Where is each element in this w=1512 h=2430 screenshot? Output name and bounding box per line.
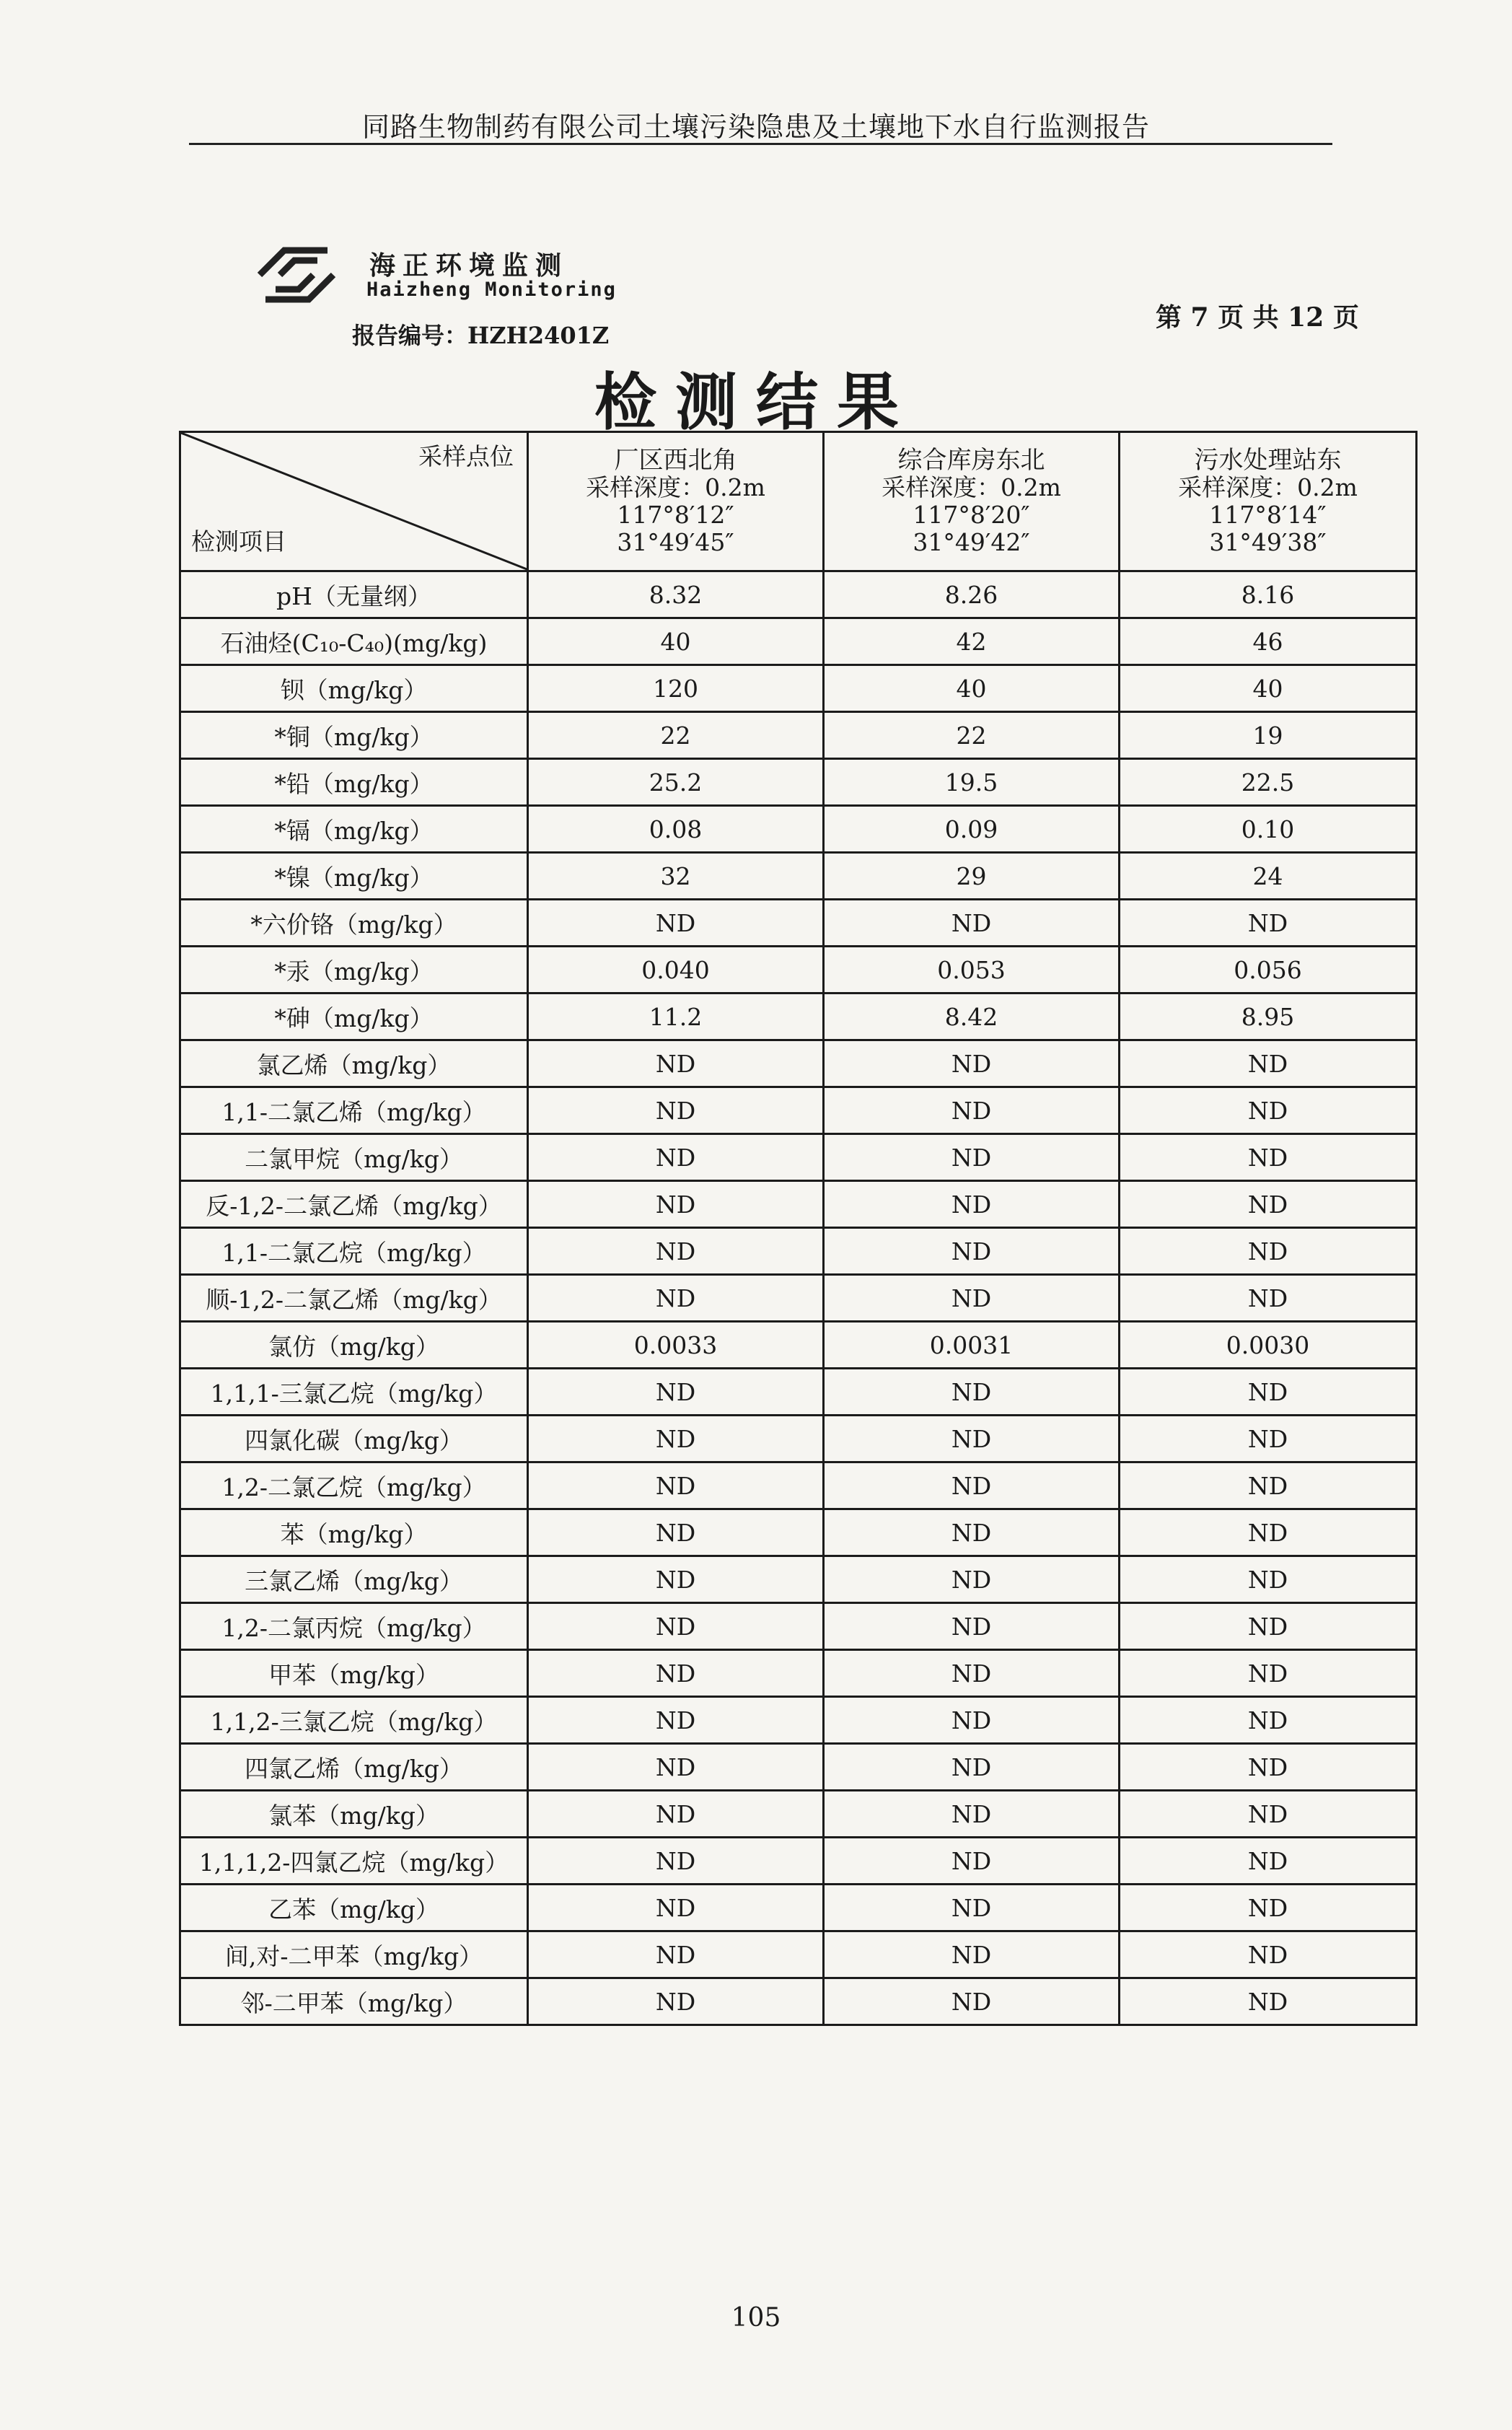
result-value-cell: ND: [1120, 1134, 1417, 1181]
table-row: [180, 1040, 1417, 1087]
haizheng-logo-icon: [252, 238, 340, 312]
table-row: [180, 1087, 1417, 1134]
result-value-cell: ND: [1120, 1697, 1417, 1744]
result-value-cell: 40: [824, 665, 1120, 712]
result-value-cell: 0.10: [1120, 806, 1417, 853]
result-value-cell: ND: [1120, 1509, 1417, 1556]
table-row: [180, 1556, 1417, 1603]
corner-label-sampling-site: 采样点位: [418, 442, 514, 470]
result-value-cell: ND: [528, 1369, 824, 1416]
result-value-cell: 8.26: [824, 571, 1120, 618]
result-value-cell: ND: [528, 1275, 824, 1322]
result-value-cell: 0.0033: [528, 1322, 824, 1369]
result-value-cell: ND: [528, 1228, 824, 1275]
site-header-cell: [824, 432, 1120, 571]
result-value-cell: ND: [1120, 1885, 1417, 1931]
result-value-cell: 11.2: [528, 994, 824, 1040]
table-row: [180, 806, 1417, 853]
result-value-cell: ND: [1120, 1650, 1417, 1697]
site-name: 综合库房东北: [897, 446, 1045, 475]
result-value-cell: ND: [1120, 1416, 1417, 1462]
test-item-cell: *砷（mg/kg）: [180, 994, 528, 1040]
corner-header-cell: [180, 432, 528, 571]
test-item-cell: 1,1-二氯乙烯（mg/kg）: [180, 1087, 528, 1134]
table-row: [180, 1228, 1417, 1275]
table-row: [180, 1744, 1417, 1791]
page-title: 检测结果: [594, 366, 918, 439]
table-row: [180, 571, 1417, 618]
result-value-cell: 22.5: [1120, 759, 1417, 806]
header-rule: [189, 143, 1332, 145]
result-value-cell: ND: [1120, 1603, 1417, 1650]
test-item-cell: 邻-二甲苯（mg/kg）: [180, 1978, 528, 2025]
result-value-cell: 40: [528, 618, 824, 665]
page-info: 第 7 页 共 12 页: [1156, 302, 1359, 333]
result-value-cell: ND: [1120, 900, 1417, 947]
test-item-cell: 反-1,2-二氯乙烯（mg/kg）: [180, 1181, 528, 1228]
table-header-row: [180, 432, 1417, 571]
table-row: [180, 853, 1417, 900]
result-value-cell: 32: [528, 853, 824, 900]
test-item-cell: pH（无量纲）: [180, 571, 528, 618]
test-item-cell: 氯苯（mg/kg）: [180, 1791, 528, 1838]
table-row: [180, 1134, 1417, 1181]
site-latitude: 31°49′42″: [913, 528, 1030, 556]
test-item-cell: 四氯乙烯（mg/kg）: [180, 1744, 528, 1791]
corner-label-test-item: 检测项目: [191, 527, 286, 556]
test-item-cell: 甲苯（mg/kg）: [180, 1650, 528, 1697]
result-value-cell: ND: [1120, 1556, 1417, 1603]
result-value-cell: ND: [824, 1650, 1120, 1697]
result-value-cell: ND: [824, 1556, 1120, 1603]
result-value-cell: 24: [1120, 853, 1417, 900]
result-value-cell: ND: [824, 1228, 1120, 1275]
site-longitude: 117°8′12″: [617, 501, 734, 529]
table-row: [180, 1650, 1417, 1697]
result-value-cell: ND: [528, 1838, 824, 1885]
table-row: [180, 1416, 1417, 1462]
test-item-cell: 乙苯（mg/kg）: [180, 1885, 528, 1931]
result-value-cell: ND: [528, 1134, 824, 1181]
result-value-cell: ND: [528, 1556, 824, 1603]
result-value-cell: 8.32: [528, 571, 824, 618]
site-header-cell: [528, 432, 824, 571]
result-value-cell: ND: [1120, 1838, 1417, 1885]
test-item-cell: *六价铬（mg/kg）: [180, 900, 528, 947]
test-item-cell: 1,2-二氯乙烷（mg/kg）: [180, 1462, 528, 1509]
result-value-cell: ND: [528, 1931, 824, 1978]
site-longitude: 117°8′14″: [1209, 501, 1327, 529]
site-header-cell: [1120, 432, 1417, 571]
test-item-cell: 氯乙烯（mg/kg）: [180, 1040, 528, 1087]
site-longitude: 117°8′20″: [913, 501, 1030, 529]
site-depth: 采样深度：0.2m: [882, 473, 1061, 501]
result-value-cell: 0.09: [824, 806, 1120, 853]
table-row: [180, 1509, 1417, 1556]
result-value-cell: ND: [528, 1650, 824, 1697]
test-item-cell: *镉（mg/kg）: [180, 806, 528, 853]
result-value-cell: ND: [1120, 1978, 1417, 2025]
site-latitude: 31°49′45″: [617, 528, 734, 556]
result-value-cell: ND: [1120, 1087, 1417, 1134]
result-value-cell: ND: [824, 1885, 1120, 1931]
result-value-cell: ND: [1120, 1275, 1417, 1322]
result-value-cell: ND: [528, 1462, 824, 1509]
result-value-cell: ND: [824, 1462, 1120, 1509]
test-item-cell: 1,1,1-三氯乙烷（mg/kg）: [180, 1369, 528, 1416]
result-value-cell: 42: [824, 618, 1120, 665]
test-item-cell: *铅（mg/kg）: [180, 759, 528, 806]
result-value-cell: ND: [528, 1087, 824, 1134]
table-row: [180, 759, 1417, 806]
results-table: [179, 431, 1418, 2026]
table-row: [180, 1885, 1417, 1931]
result-value-cell: ND: [1120, 1744, 1417, 1791]
table-row: [180, 665, 1417, 712]
result-value-cell: ND: [528, 1697, 824, 1744]
test-item-cell: 顺-1,2-二氯乙烯（mg/kg）: [180, 1275, 528, 1322]
result-value-cell: ND: [824, 1275, 1120, 1322]
result-value-cell: ND: [1120, 1181, 1417, 1228]
table-row: [180, 1978, 1417, 2025]
table-row: [180, 1791, 1417, 1838]
site-depth: 采样深度：0.2m: [586, 473, 765, 501]
site-depth: 采样深度：0.2m: [1178, 473, 1358, 501]
test-item-cell: 石油烃(C₁₀-C₄₀)(mg/kg): [180, 618, 528, 665]
table-row: [180, 947, 1417, 994]
result-value-cell: ND: [528, 1603, 824, 1650]
test-item-cell: 氯仿（mg/kg）: [180, 1322, 528, 1369]
test-item-cell: 间,对-二甲苯（mg/kg）: [180, 1931, 528, 1978]
result-value-cell: 0.0031: [824, 1322, 1120, 1369]
result-value-cell: 0.056: [1120, 947, 1417, 994]
result-value-cell: 0.053: [824, 947, 1120, 994]
result-value-cell: 120: [528, 665, 824, 712]
test-item-cell: 1,2-二氯丙烷（mg/kg）: [180, 1603, 528, 1650]
test-item-cell: 1,1,2-三氯乙烷（mg/kg）: [180, 1697, 528, 1744]
result-value-cell: ND: [824, 1697, 1120, 1744]
result-value-cell: ND: [824, 1181, 1120, 1228]
result-value-cell: 0.08: [528, 806, 824, 853]
result-value-cell: ND: [824, 1416, 1120, 1462]
test-item-cell: *镍（mg/kg）: [180, 853, 528, 900]
result-value-cell: ND: [1120, 1931, 1417, 1978]
table-row: [180, 1838, 1417, 1885]
result-value-cell: ND: [824, 900, 1120, 947]
result-value-cell: ND: [528, 900, 824, 947]
result-value-cell: ND: [824, 1369, 1120, 1416]
result-value-cell: ND: [824, 1838, 1120, 1885]
result-value-cell: ND: [824, 1931, 1120, 1978]
result-value-cell: ND: [824, 1509, 1120, 1556]
test-item-cell: *铜（mg/kg）: [180, 712, 528, 759]
site-name: 厂区西北角: [614, 446, 737, 475]
result-value-cell: ND: [824, 1603, 1120, 1650]
test-item-cell: 苯（mg/kg）: [180, 1509, 528, 1556]
table-row: [180, 994, 1417, 1040]
result-value-cell: ND: [528, 1885, 824, 1931]
org-name-cn: 海正环境监测: [369, 250, 569, 281]
result-value-cell: ND: [824, 1134, 1120, 1181]
table-row: [180, 1697, 1417, 1744]
test-item-cell: 四氯化碳（mg/kg）: [180, 1416, 528, 1462]
result-value-cell: ND: [528, 1791, 824, 1838]
result-value-cell: 22: [824, 712, 1120, 759]
result-value-cell: ND: [528, 1744, 824, 1791]
result-value-cell: ND: [528, 1040, 824, 1087]
result-value-cell: 0.0030: [1120, 1322, 1417, 1369]
test-item-cell: *汞（mg/kg）: [180, 947, 528, 994]
result-value-cell: ND: [528, 1181, 824, 1228]
org-name-en: Haizheng Monitoring: [366, 278, 617, 301]
result-value-cell: ND: [824, 1087, 1120, 1134]
result-value-cell: 22: [528, 712, 824, 759]
page-number: 105: [731, 2303, 781, 2333]
result-value-cell: ND: [528, 1416, 824, 1462]
table-row: [180, 1322, 1417, 1369]
table-row: [180, 712, 1417, 759]
result-value-cell: ND: [1120, 1228, 1417, 1275]
table-row: [180, 1275, 1417, 1322]
result-value-cell: ND: [1120, 1791, 1417, 1838]
test-item-cell: 1,1,1,2-四氯乙烷（mg/kg）: [180, 1838, 528, 1885]
site-latitude: 31°49′38″: [1209, 528, 1327, 556]
table-row: [180, 1462, 1417, 1509]
result-value-cell: 8.95: [1120, 994, 1417, 1040]
result-value-cell: 29: [824, 853, 1120, 900]
report-number: 报告编号：HZH2401Z: [352, 322, 610, 349]
test-item-cell: 钡（mg/kg）: [180, 665, 528, 712]
result-value-cell: ND: [824, 1791, 1120, 1838]
test-item-cell: 三氯乙烯（mg/kg）: [180, 1556, 528, 1603]
result-value-cell: ND: [824, 1978, 1120, 2025]
result-value-cell: 19.5: [824, 759, 1120, 806]
result-value-cell: ND: [528, 1978, 824, 2025]
result-value-cell: ND: [1120, 1462, 1417, 1509]
table-row: [180, 1369, 1417, 1416]
result-value-cell: ND: [824, 1744, 1120, 1791]
test-item-cell: 二氯甲烷（mg/kg）: [180, 1134, 528, 1181]
result-value-cell: 8.42: [824, 994, 1120, 1040]
result-value-cell: ND: [824, 1040, 1120, 1087]
test-item-cell: 1,1-二氯乙烷（mg/kg）: [180, 1228, 528, 1275]
running-header: 同路生物制药有限公司土壤污染隐患及土壤地下水自行监测报告: [361, 111, 1150, 143]
result-value-cell: 8.16: [1120, 571, 1417, 618]
result-value-cell: 46: [1120, 618, 1417, 665]
result-value-cell: 40: [1120, 665, 1417, 712]
result-value-cell: 0.040: [528, 947, 824, 994]
table-row: [180, 1931, 1417, 1978]
result-value-cell: 19: [1120, 712, 1417, 759]
result-value-cell: ND: [1120, 1040, 1417, 1087]
table-row: [180, 1603, 1417, 1650]
result-value-cell: ND: [1120, 1369, 1417, 1416]
table-row: [180, 1181, 1417, 1228]
result-value-cell: ND: [528, 1509, 824, 1556]
table-row: [180, 618, 1417, 665]
table-row: [180, 900, 1417, 947]
result-value-cell: 25.2: [528, 759, 824, 806]
site-name: 污水处理站东: [1194, 446, 1342, 475]
